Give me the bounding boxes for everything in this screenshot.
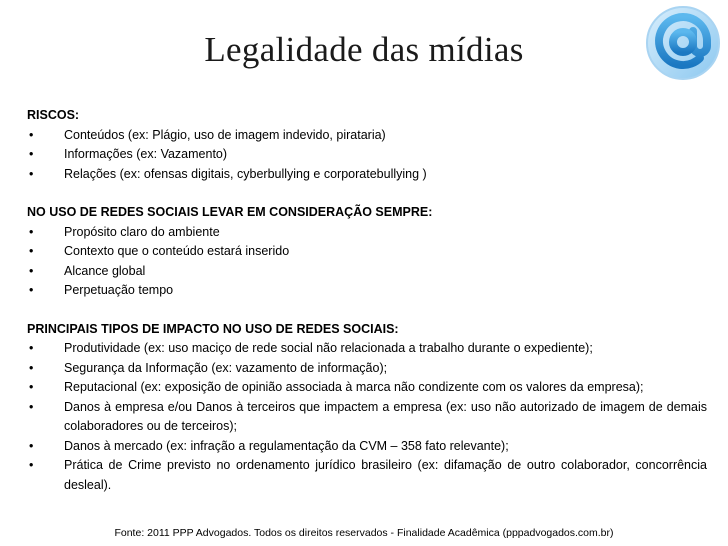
slide-body [27, 106, 707, 495]
bullet: • [29, 224, 34, 239]
list-item-text: Relações (ex: ofensas digitais, cyberbullying e corporatebullying ) [64, 166, 427, 181]
bullet: • [29, 166, 34, 181]
list-item [27, 281, 707, 301]
list-item-text: Segurança da Informação (ex: vazamento de informação); [64, 360, 388, 375]
riscos-list [27, 126, 707, 185]
list-item [27, 262, 707, 282]
bullet: • [29, 263, 34, 278]
list-item [27, 437, 707, 457]
list-item [27, 165, 707, 185]
list-item-text: Contexto que o conteúdo estará inserido [64, 244, 290, 258]
consideracao-list [27, 223, 707, 301]
bullet: • [29, 360, 34, 375]
list-item-text: Danos à empresa e/ou Danos à terceiros que impactem a empresa (ex: uso não autorizado de imagem de demais colaboradores ou de terceiros); [64, 399, 707, 433]
bullet: • [29, 283, 34, 297]
list-item-text: Informações (ex: Vazamento) [64, 147, 228, 161]
bullet: • [29, 438, 34, 453]
source-footer: Fonte: 2011 PPP Advogados. Todos os direitos reservados - Finalidade Acadêmica (pppadvogados.com.br) [114, 527, 614, 539]
bullet: • [29, 341, 34, 355]
list-item-text: Propósito claro do ambiente [64, 224, 220, 239]
list-item-text: Danos à mercado (ex: infração a regulamentação da CVM – 358 fato relevante); [64, 438, 509, 453]
bullet: • [29, 147, 34, 161]
list-item [27, 223, 707, 243]
at-sign-icon [644, 4, 722, 82]
bullet: • [29, 127, 34, 142]
list-item [27, 145, 707, 165]
bullet: • [29, 458, 34, 472]
list-item-text: Produtividade (ex: uso maciço de rede social não relacionada a trabalho durante o expediente); [64, 341, 593, 355]
list-item [27, 398, 707, 437]
list-item [27, 378, 707, 398]
list-item [27, 242, 707, 262]
list-item-text: Reputacional (ex: exposição de opinião associada à marca não condizente com os valores da empresa); [64, 380, 644, 394]
list-item-text: Prática de Crime previsto no ordenamento jurídico brasileiro (ex: difamação de outro colaborador, concorrência desleal). [64, 458, 707, 492]
section-heading-impacto: PRINCIPAIS TIPOS DE IMPACTO NO USO DE REDES SOCIAIS: [27, 321, 399, 336]
bullet: • [29, 244, 34, 258]
list-item [27, 456, 707, 495]
section-heading-consideracao: NO USO DE REDES SOCIAIS LEVAR EM CONSIDERAÇÃO SEMPRE: [27, 205, 433, 219]
section-heading-riscos: RISCOS: [27, 108, 80, 122]
bullet: • [29, 380, 34, 394]
list-item [27, 359, 707, 379]
list-item-text: Perpetuação tempo [64, 283, 174, 297]
list-item [27, 126, 707, 146]
list-item [27, 339, 707, 359]
impacto-list [27, 339, 707, 495]
slide-title: Legalidade das mídias [204, 30, 524, 69]
bullet: • [29, 399, 34, 414]
list-item-text: Alcance global [64, 263, 146, 278]
list-item-text: Conteúdos (ex: Plágio, uso de imagem indevido, pirataria) [64, 127, 386, 142]
